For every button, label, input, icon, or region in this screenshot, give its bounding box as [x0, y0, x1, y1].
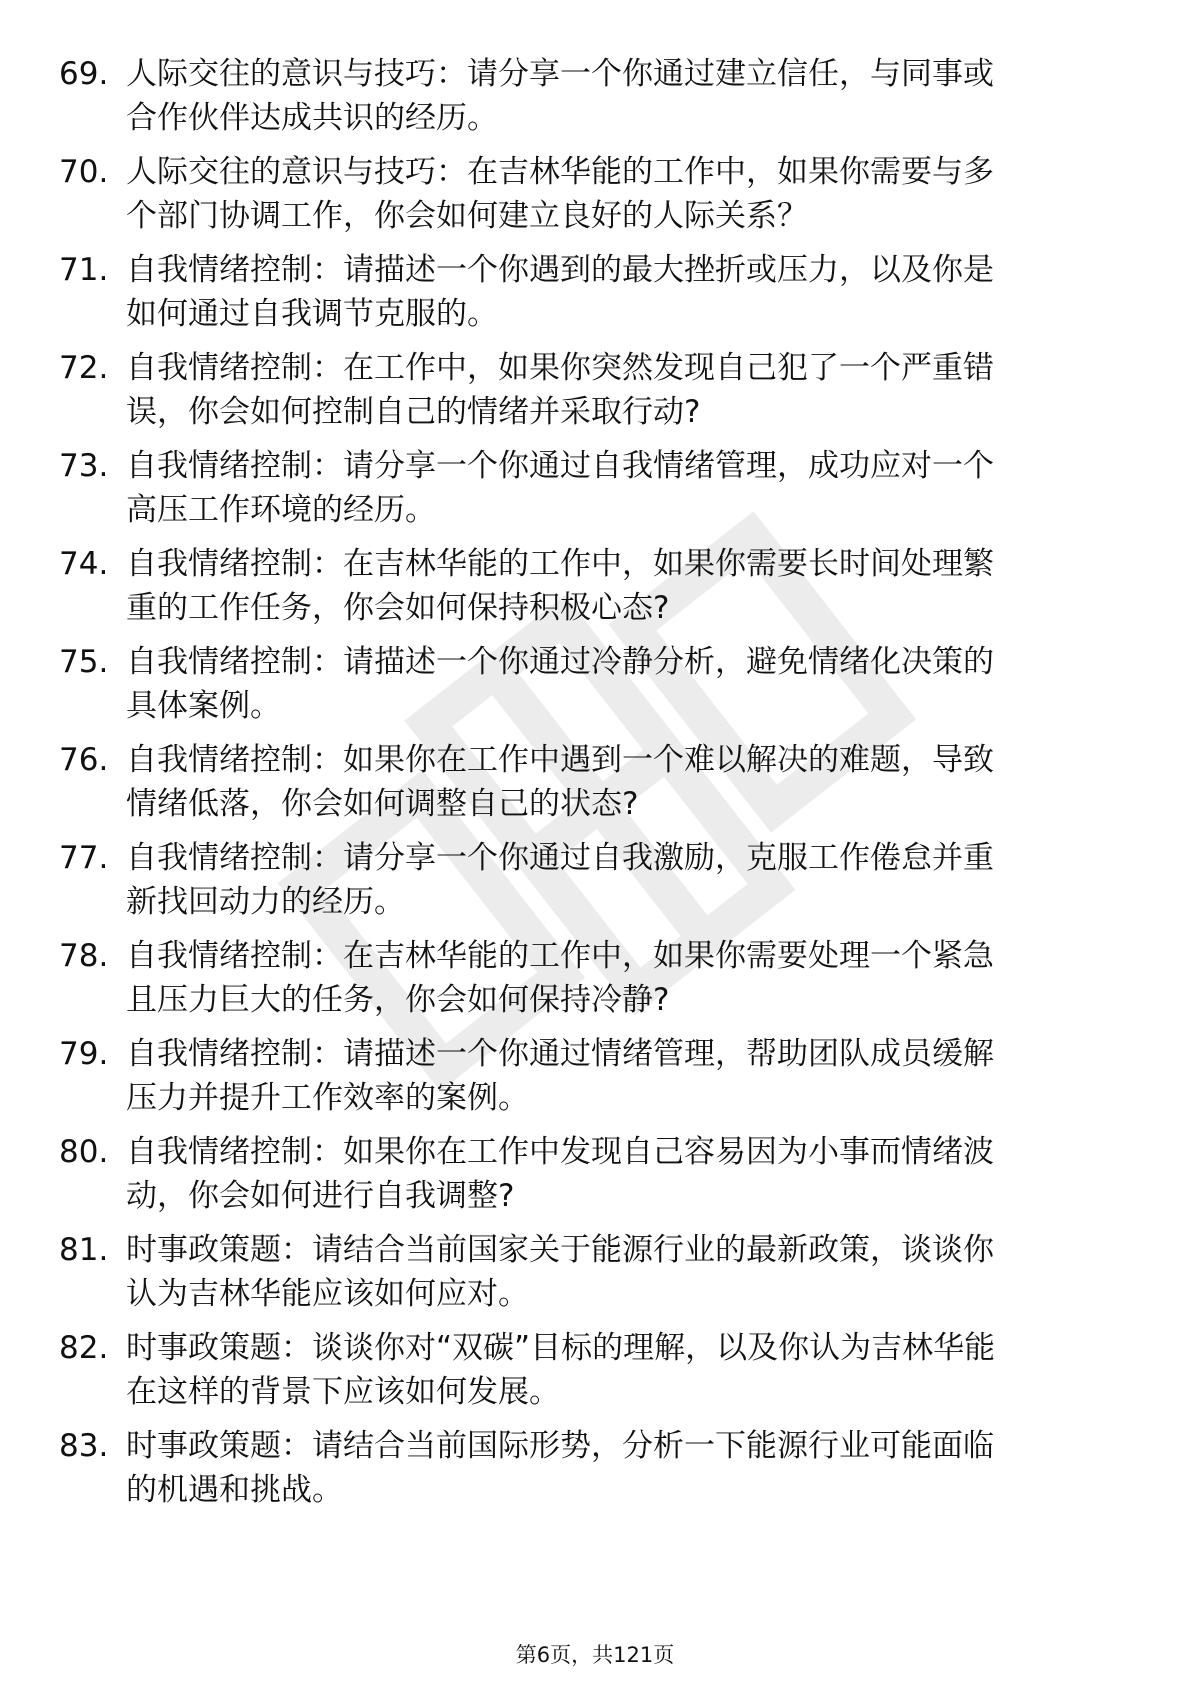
list-item [0, 640, 1190, 738]
question-text [126, 738, 1126, 826]
question-line: 人际交往的意识与技巧：在吉林华能的工作中，如果你需要与多 [126, 154, 994, 190]
question-number: 77. [59, 840, 109, 876]
question-line: 个部门协调工作，你会如何建立良好的人际关系？ [126, 198, 808, 234]
list-item [0, 1032, 1190, 1130]
list-item [0, 738, 1190, 836]
question-number: 78. [59, 938, 109, 974]
list-item [0, 1424, 1190, 1522]
question-text [126, 934, 1126, 1022]
question-number: 82. [59, 1330, 109, 1366]
list-item [0, 52, 1190, 150]
list-item [0, 934, 1190, 1032]
question-line: 如何通过自我调节克服的。 [126, 296, 498, 332]
list-item [0, 346, 1190, 444]
question-text [126, 248, 1126, 336]
question-line: 且压力巨大的任务，你会如何保持冷静? [126, 982, 670, 1018]
question-number: 83. [59, 1428, 109, 1464]
question-line: 自我情绪控制：请分享一个你通过自我激励，克服工作倦怠并重 [126, 840, 994, 876]
question-text [126, 836, 1126, 924]
question-line: 动，你会如何进行自我调整? [126, 1178, 515, 1214]
question-line: 自我情绪控制：如果你在工作中发现自己容易因为小事而情绪波 [126, 1134, 994, 1170]
question-line: 在这样的背景下应该如何发展。 [126, 1374, 560, 1410]
list-item [0, 542, 1190, 640]
list-item [0, 1326, 1190, 1424]
question-list [0, 52, 1190, 1522]
question-number: 70. [59, 154, 109, 190]
question-number: 75. [59, 644, 109, 680]
list-item [0, 836, 1190, 934]
list-item [0, 444, 1190, 542]
list-item [0, 1228, 1190, 1326]
question-number: 69. [59, 56, 109, 92]
question-line: 的机遇和挑战。 [126, 1472, 343, 1508]
question-line: 新找回动力的经历。 [126, 884, 405, 920]
question-line: 具体案例。 [126, 688, 281, 724]
question-number: 71. [59, 252, 109, 288]
question-line: 自我情绪控制：请描述一个你通过情绪管理，帮助团队成员缓解 [126, 1036, 994, 1072]
question-number: 76. [59, 742, 109, 778]
list-item [0, 248, 1190, 346]
question-line: 自我情绪控制：在吉林华能的工作中，如果你需要处理一个紧急 [126, 938, 994, 974]
question-line: 时事政策题：请结合当前国家关于能源行业的最新政策，谈谈你 [126, 1232, 994, 1268]
question-line: 自我情绪控制：在吉林华能的工作中，如果你需要长时间处理繁 [126, 546, 994, 582]
question-text [126, 1424, 1126, 1512]
question-text [126, 640, 1126, 728]
question-text [126, 1228, 1126, 1316]
question-line: 时事政策题：请结合当前国际形势，分析一下能源行业可能面临 [126, 1428, 994, 1464]
question-number: 72. [59, 350, 109, 386]
question-text [126, 346, 1126, 434]
question-line: 误，你会如何控制自己的情绪并采取行动? [126, 394, 701, 430]
question-line: 认为吉林华能应该如何应对。 [126, 1276, 529, 1312]
question-number: 80. [59, 1134, 109, 1170]
question-line: 合作伙伴达成共识的经历。 [126, 100, 498, 136]
question-text [126, 542, 1126, 630]
list-item [0, 150, 1190, 248]
question-text [126, 52, 1126, 140]
question-line: 重的工作任务，你会如何保持积极心态? [126, 590, 670, 626]
question-text [126, 1032, 1126, 1120]
question-line: 情绪低落，你会如何调整自己的状态? [126, 786, 639, 822]
question-line: 自我情绪控制：在工作中，如果你突然发现自己犯了一个严重错 [126, 350, 994, 386]
question-line: 自我情绪控制：请描述一个你遇到的最大挫折或压力，以及你是 [126, 252, 994, 288]
question-number: 74. [59, 546, 109, 582]
question-text [126, 1130, 1126, 1218]
question-text [126, 444, 1126, 532]
question-line: 人际交往的意识与技巧：请分享一个你通过建立信任，与同事或 [126, 56, 994, 92]
question-line: 自我情绪控制：如果你在工作中遇到一个难以解决的难题，导致 [126, 742, 994, 778]
question-text [126, 150, 1126, 238]
question-text [126, 1326, 1126, 1414]
list-item [0, 1130, 1190, 1228]
question-number: 81. [59, 1232, 109, 1268]
page-number-label: 第6页，共121页 [515, 1643, 675, 1667]
page-footer [0, 1640, 1190, 1670]
question-line: 时事政策题：谈谈你对“双碳”目标的理解，以及你认为吉林华能 [126, 1330, 996, 1366]
question-line: 自我情绪控制：请分享一个你通过自我情绪管理，成功应对一个 [126, 448, 994, 484]
question-line: 压力并提升工作效率的案例。 [126, 1080, 529, 1116]
question-line: 自我情绪控制：请描述一个你通过冷静分析，避免情绪化决策的 [126, 644, 994, 680]
question-line: 高压工作环境的经历。 [126, 492, 436, 528]
question-number: 73. [59, 448, 109, 484]
question-number: 79. [59, 1036, 109, 1072]
